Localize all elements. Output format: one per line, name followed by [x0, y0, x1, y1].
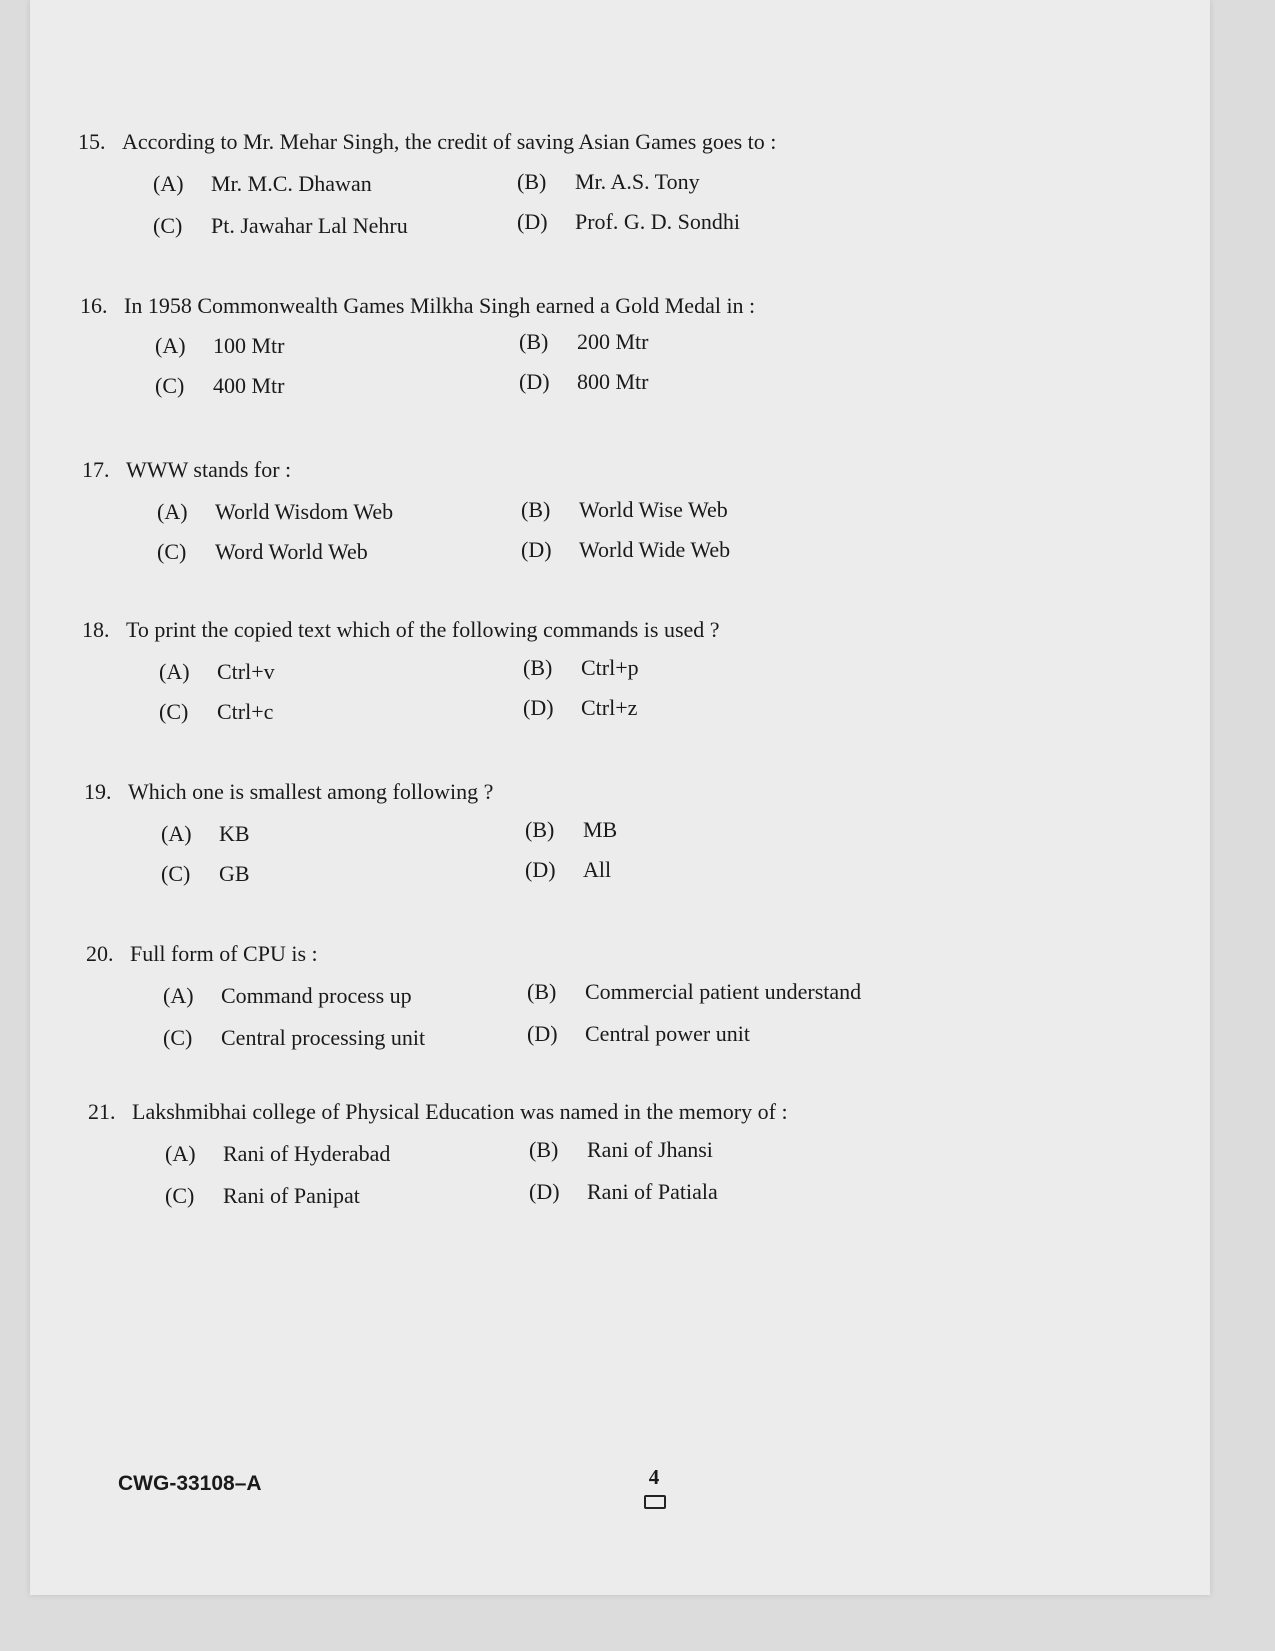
- option-c: [155, 372, 285, 400]
- question-stem: [84, 778, 1084, 806]
- option-text: All: [583, 857, 612, 882]
- question-stem: [88, 1098, 1088, 1126]
- question-number: 18.: [82, 617, 110, 642]
- question-stem: [82, 616, 1082, 644]
- option-c: [157, 538, 368, 566]
- option-text: Central processing unit: [221, 1025, 426, 1050]
- option-letter: (D): [517, 209, 548, 234]
- question-stem: [86, 940, 1086, 968]
- option-a: [155, 332, 285, 360]
- option-c: [161, 860, 250, 888]
- option-text: Ctrl+v: [217, 659, 275, 684]
- option-c: [163, 1024, 425, 1052]
- option-b: [517, 168, 700, 196]
- option-text: 100 Mtr: [213, 333, 285, 358]
- question-number: 15.: [78, 129, 106, 154]
- exam-page: [30, 0, 1210, 1595]
- option-letter: (D): [527, 1021, 558, 1046]
- question-text: Full form of CPU is :: [130, 941, 318, 966]
- question-number: 16.: [80, 293, 108, 318]
- option-text: 200 Mtr: [577, 329, 649, 354]
- option-text: Command process up: [221, 983, 412, 1008]
- option-b: [527, 978, 861, 1006]
- option-letter: (D): [529, 1179, 560, 1204]
- option-d: [519, 368, 649, 396]
- option-text: World Wise Web: [579, 497, 728, 522]
- option-text: Pt. Jawahar Lal Nehru: [211, 213, 408, 238]
- question-text: WWW stands for :: [126, 457, 292, 482]
- option-text: KB: [219, 821, 250, 846]
- option-text: World Wide Web: [579, 537, 731, 562]
- option-letter: (C): [157, 539, 187, 564]
- option-letter: (B): [523, 655, 553, 680]
- option-letter: (B): [529, 1137, 559, 1162]
- option-text: World Wisdom Web: [215, 499, 394, 524]
- option-d: [517, 208, 740, 236]
- question-18: [82, 616, 1082, 724]
- option-text: 800 Mtr: [577, 369, 649, 394]
- option-letter: (A): [155, 333, 186, 358]
- page-box-icon: [644, 1495, 666, 1509]
- option-text: GB: [219, 861, 250, 886]
- option-letter: (A): [153, 171, 184, 196]
- question-21: [88, 1098, 1088, 1208]
- option-a: [165, 1140, 390, 1168]
- option-text: Prof. G. D. Sondhi: [575, 209, 741, 234]
- option-letter: (D): [523, 695, 554, 720]
- option-d: [521, 536, 730, 564]
- question-text: In 1958 Commonwealth Games Milkha Singh earned a Gold Medal in :: [124, 293, 756, 318]
- question-stem: [78, 128, 1078, 156]
- option-letter: (A): [159, 659, 190, 684]
- question-17: [82, 456, 1082, 564]
- question-15: [78, 128, 1078, 238]
- option-b: [523, 654, 639, 682]
- option-a: [159, 658, 275, 686]
- question-19: [84, 778, 1084, 886]
- question-stem: [80, 292, 1080, 320]
- option-a: [163, 982, 412, 1010]
- option-letter: (C): [161, 861, 191, 886]
- question-number: 21.: [88, 1099, 116, 1124]
- option-letter: (B): [527, 979, 557, 1004]
- option-text: Mr. M.C. Dhawan: [211, 171, 372, 196]
- option-b: [521, 496, 728, 524]
- option-text: Central power unit: [585, 1021, 750, 1046]
- option-c: [165, 1182, 360, 1210]
- option-letter: (D): [525, 857, 556, 882]
- option-letter: (A): [163, 983, 194, 1008]
- question-text: Lakshmibhai college of Physical Education was named in the memory of :: [132, 1099, 788, 1124]
- question-20: [86, 940, 1086, 1050]
- option-text: 400 Mtr: [213, 373, 285, 398]
- question-stem: [82, 456, 1082, 484]
- option-text: Word World Web: [215, 539, 368, 564]
- option-text: Ctrl+z: [581, 695, 638, 720]
- option-letter: (D): [519, 369, 550, 394]
- option-d: [529, 1178, 718, 1206]
- option-letter: (B): [521, 497, 551, 522]
- option-letter: (B): [519, 329, 549, 354]
- option-letter: (B): [517, 169, 547, 194]
- option-b: [519, 328, 649, 356]
- option-text: Mr. A.S. Tony: [575, 169, 700, 194]
- option-d: [525, 856, 611, 884]
- option-c: [153, 212, 408, 240]
- option-text: MB: [583, 817, 618, 842]
- option-text: Rani of Jhansi: [587, 1137, 713, 1162]
- option-letter: (B): [525, 817, 555, 842]
- option-letter: (C): [159, 699, 189, 724]
- option-text: Rani of Hyderabad: [223, 1141, 391, 1166]
- option-letter: (C): [153, 213, 183, 238]
- option-b: [525, 816, 617, 844]
- option-d: [523, 694, 637, 722]
- question-number: 17.: [82, 457, 110, 482]
- question-16: [80, 292, 1080, 398]
- question-number: 19.: [84, 779, 112, 804]
- option-letter: (D): [521, 537, 552, 562]
- question-text: According to Mr. Mehar Singh, the credit of saving Asian Games goes to :: [122, 129, 777, 154]
- option-letter: (C): [163, 1025, 193, 1050]
- option-text: Rani of Panipat: [223, 1183, 360, 1208]
- question-text: To print the copied text which of the following commands is used ?: [126, 617, 720, 642]
- question-number: 20.: [86, 941, 114, 966]
- option-text: Rani of Patiala: [587, 1179, 718, 1204]
- option-a: [161, 820, 250, 848]
- option-a: [157, 498, 393, 526]
- option-letter: (A): [157, 499, 188, 524]
- option-letter: (C): [165, 1183, 195, 1208]
- paper-code: CWG-33108–A: [118, 1472, 262, 1495]
- option-c: [159, 698, 273, 726]
- option-text: Ctrl+p: [581, 655, 639, 680]
- page-number: 4: [648, 1465, 660, 1489]
- option-b: [529, 1136, 713, 1164]
- option-text: Commercial patient understand: [585, 979, 862, 1004]
- option-letter: (C): [155, 373, 185, 398]
- option-letter: (A): [161, 821, 192, 846]
- question-text: Which one is smallest among following ?: [128, 779, 494, 804]
- option-a: [153, 170, 372, 198]
- option-d: [527, 1020, 750, 1048]
- option-letter: (A): [165, 1141, 196, 1166]
- option-text: Ctrl+c: [217, 699, 274, 724]
